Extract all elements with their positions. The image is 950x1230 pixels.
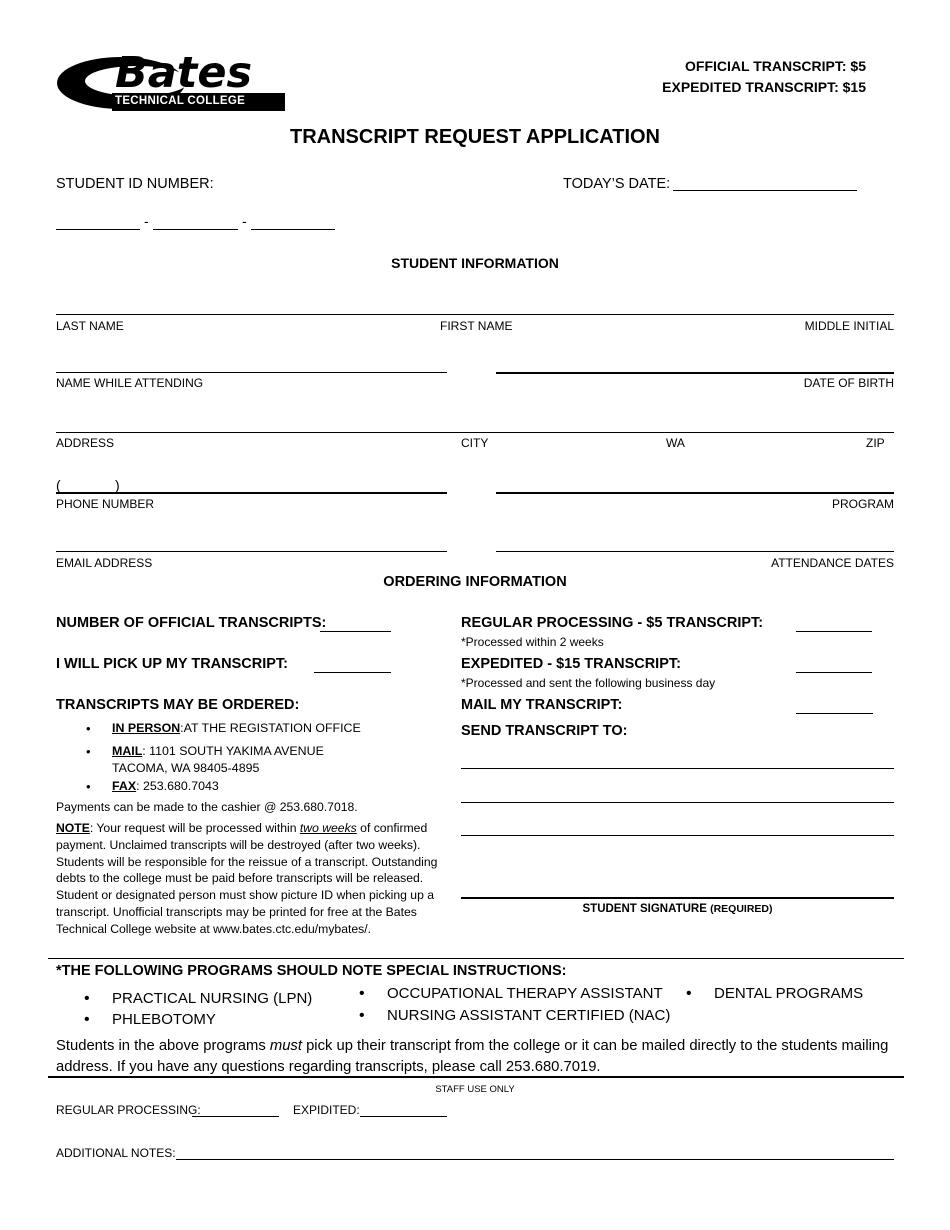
phone-area-open: ( [56,477,61,493]
order-mail [112,744,324,758]
pickup-field[interactable] [314,672,391,673]
mail-line1: : 1101 SOUTH YAKIMA AVENUE [142,744,324,758]
email-field[interactable] [56,551,447,552]
in-person-text: :AT THE REGISTATION OFFICE [180,721,361,735]
expedited-price: EXPEDITED TRANSCRIPT: $15 [662,79,866,95]
student-info-heading: STUDENT INFORMATION [391,255,559,271]
send-to-label: SEND TRANSCRIPT TO: [461,723,628,739]
staff-regular-field[interactable] [192,1116,279,1117]
special-text-b: pick up their transcript from the college or it can be mailed directly to the students mailing address. If you have any questions regarding transcripts, please call 253.680.7019. [56,1038,889,1075]
attendance-dates-field[interactable] [496,551,894,552]
name-while-attending-field[interactable] [56,372,447,373]
first-name-label: FIRST NAME [440,319,513,333]
attendance-dates-label: ATTENDANCE DATES [771,556,894,570]
payments-text: Payments can be made to the cashier @ 253.680.7018. [56,800,358,814]
program-item: • NURSING ASSISTANT CERTIFIED (NAC) [387,1007,670,1024]
expedited-field[interactable] [796,672,872,673]
order-fax [112,779,219,793]
order-in-person [112,721,361,735]
note-text-a: : Your request will be processed within [89,821,300,835]
official-price: OFFICIAL TRANSCRIPT: $5 [685,58,866,74]
address-field[interactable] [56,432,894,433]
regular-processing-note: *Processed within 2 weeks [461,635,604,649]
zip-label: ZIP [866,436,885,450]
date-of-birth-label: DATE OF BIRTH [803,376,894,390]
state-label: WA [666,436,685,450]
todays-date-label: TODAY’S DATE: [563,176,671,192]
pickup-label: I WILL PICK UP MY TRANSCRIPT: [56,656,289,672]
email-label: EMAIL ADDRESS [56,556,153,570]
note-text-b: of confirmed payment. Unclaimed transcripts will be destroyed (after two weeks). Students will be responsible for the reissue of a transcript. Outstanding debts to the college must be paid before transcripts will be released. Student or designated person must show picture ID when picking up a transcript. Unofficial transcripts may be printed for free at the Bates Technical College website at www.bates.ctc.edu/mybates/. [56,821,438,936]
name-while-attending-label: NAME WHILE ATTENDING [56,376,204,390]
logo-tagline: TECHNICAL COLLEGE [115,95,246,107]
send-to-line-3[interactable] [461,835,894,836]
staff-heading: STAFF USE ONLY [435,1084,515,1095]
num-official-label: NUMBER OF OFFICIAL TRANSCRIPTS: [56,615,327,631]
note-text-emphasis: two weeks [299,821,357,835]
regular-processing-field[interactable] [796,631,872,632]
page-title: TRANSCRIPT REQUEST APPLICATION [289,126,660,148]
fax-text: : 253.680.7043 [136,779,219,793]
phone-number-field[interactable] [56,492,447,494]
program-field[interactable] [496,492,894,494]
city-label: CITY [461,436,489,450]
special-divider [48,958,904,959]
phone-number-label: PHONE NUMBER [56,497,155,511]
full-name-field[interactable] [56,314,894,315]
student-id-dash: - [144,213,149,229]
student-id-part2[interactable] [153,229,238,230]
program-item: • DENTAL PROGRAMS [714,985,863,1002]
middle-initial-label: MIDDLE INITIAL [804,319,894,333]
expedited-label: EXPEDITED - $15 TRANSCRIPT: [461,656,681,672]
fax-label: FAX [112,779,137,793]
date-of-birth-field[interactable] [496,372,894,374]
todays-date-field[interactable] [673,190,857,191]
mail-my-transcript-field[interactable] [796,713,873,714]
send-to-line-1[interactable] [461,768,894,769]
program-item: • PHLEBOTOMY [112,1011,216,1028]
staff-expedited-label: EXPIDITED: [293,1103,360,1117]
last-name-label: LAST NAME [56,319,124,333]
signature-required: (REQUIRED) [710,903,773,915]
staff-notes-field[interactable] [176,1159,894,1160]
staff-notes-label: ADDITIONAL NOTES: [56,1146,176,1160]
in-person-label: IN PERSON [112,721,181,735]
address-label: ADDRESS [56,436,115,450]
student-id-part3[interactable] [251,229,335,230]
staff-regular-label: REGULAR PROCESSING: [56,1103,201,1117]
signature-text: STUDENT SIGNATURE [582,903,707,915]
staff-divider [48,1076,904,1078]
phone-area-close: ) [115,477,120,493]
special-text-a: Students in the above programs [56,1038,270,1054]
signature-label [461,903,894,915]
program-item: • OCCUPATIONAL THERAPY ASSISTANT [387,985,663,1002]
special-text-emphasis: must [269,1038,302,1054]
program-label: PROGRAM [831,497,894,511]
num-official-field[interactable] [320,631,391,632]
program-item: • PRACTICAL NURSING (LPN) [112,990,312,1007]
expedited-note: *Processed and sent the following business day [461,676,716,690]
send-to-line-2[interactable] [461,802,894,803]
student-id-part1[interactable] [56,229,140,230]
note-paragraph [56,820,440,938]
mail-my-transcript-label: MAIL MY TRANSCRIPT: [461,697,623,713]
mail-line2: TACOMA, WA 98405-4895 [112,761,260,775]
college-logo [55,48,291,114]
regular-processing-label: REGULAR PROCESSING - $5 TRANSCRIPT: [461,615,764,631]
logo-name: Bates [115,48,253,98]
special-instructions-text [56,1036,902,1078]
mail-label: MAIL [112,744,143,758]
student-id-label: STUDENT ID NUMBER: [56,176,214,192]
note-label: NOTE [56,821,90,835]
signature-field[interactable] [461,897,894,899]
may-be-ordered-label: TRANSCRIPTS MAY BE ORDERED: [56,697,300,713]
special-heading: *THE FOLLOWING PROGRAMS SHOULD NOTE SPECIAL INSTRUCTIONS: [56,963,567,979]
ordering-heading: ORDERING INFORMATION [383,574,567,590]
staff-expedited-field[interactable] [360,1116,447,1117]
student-id-dash: - [242,213,247,229]
